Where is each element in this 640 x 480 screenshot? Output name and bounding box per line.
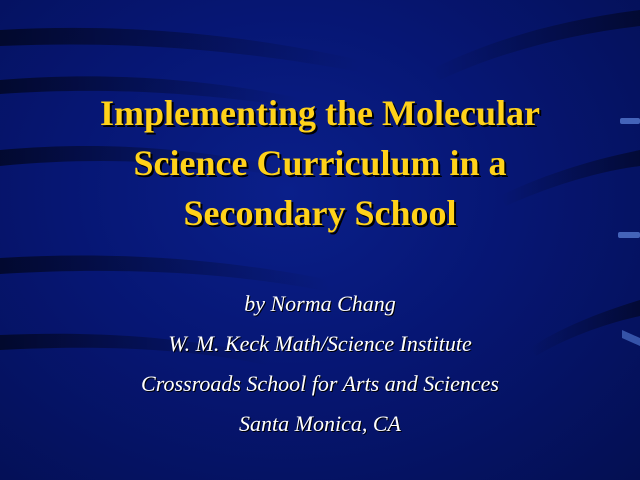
slide-title (20, 88, 620, 238)
slide-title-line-2: Science Curriculum in a (133, 143, 507, 183)
location-line: Santa Monica, CA (239, 411, 401, 436)
author-line: by Norma Chang (244, 291, 396, 316)
slide-title-line-1: Implementing the Molecular (100, 93, 540, 133)
slide-title-line-3: Secondary School (183, 193, 457, 233)
school-line: Crossroads School for Arts and Sciences (141, 371, 499, 396)
institute-line: W. M. Keck Math/Science Institute (168, 331, 472, 356)
slide-subtitle (20, 284, 620, 444)
